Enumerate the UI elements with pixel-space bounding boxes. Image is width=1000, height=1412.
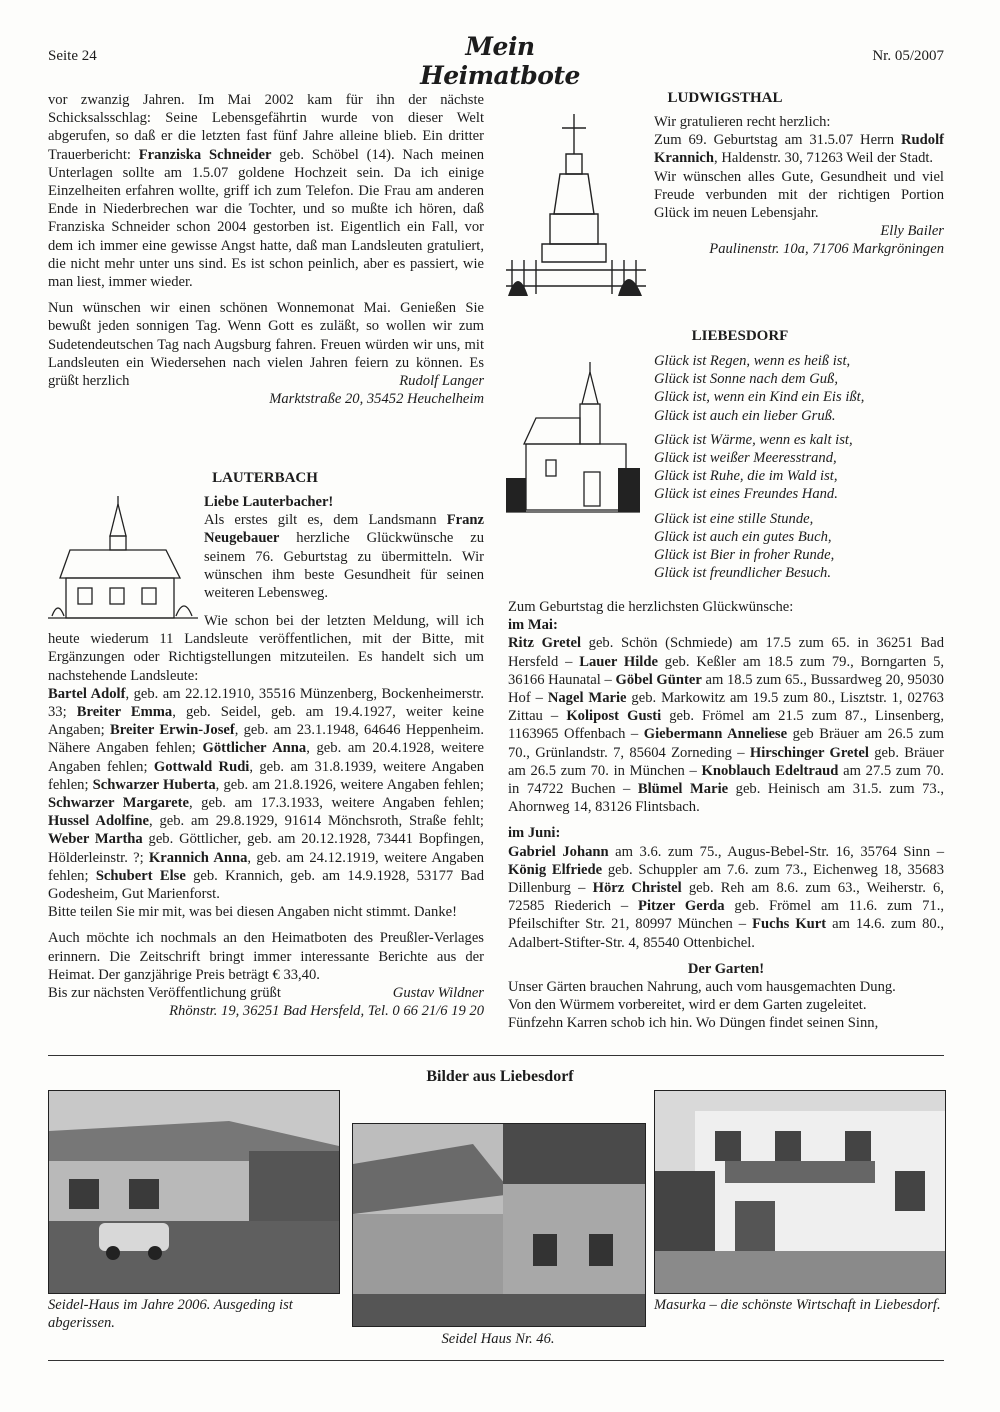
birthdays-may — [508, 634, 944, 816]
poem-stanza: Glück ist eine stille Stunde, Glück ist auch ein gutes Buch, Glück ist Bier in froher Runde, Glück ist freundlicher Besuch. — [654, 510, 835, 582]
closing-paragraph: Nun wünschen wir einen schönen Wonnemonat Mai. Genießen Sie bewußt jeden sonnigen Tag. Wenn Gott es zuläßt, so wollen wir zum Sudetendeutschen Tag nach Augsburg fahren. Freuen würden wir uns, mit Landsleuten ein Wiedersehen nach vielen Jahren feiern zu können. Es grüßt herzlich Rudolf Langer — [48, 300, 484, 390]
person-details: geb. Schön (Schmiede) am 17.5 zum 65. in 36251 Bad Hersfeld – — [508, 635, 944, 670]
person-details: geb. Bräuer am 26.5 zum 70. in München – — [508, 744, 944, 779]
issue-number: Nr. 05/2007 — [872, 48, 944, 64]
person-details: , geb. am 21.8.1926, weitere Angaben fehlen; — [215, 776, 484, 793]
person-name: Göbel Günter — [615, 671, 702, 688]
person-name: König Elfriede — [508, 861, 603, 878]
wayside-cross-illustration — [506, 110, 646, 300]
ludwigsthal-heading: LUDWIGSTHAL — [667, 90, 783, 106]
person-details: geb. Reh am 8.6. zum 63., Weiherstr. 6, 72585 Riederich – — [508, 880, 945, 915]
birthdays-june — [508, 843, 944, 952]
bottom-rule — [48, 1360, 944, 1361]
person-name: Breiter Emma — [76, 704, 173, 721]
person-name: Hussel Adolfine — [48, 813, 149, 830]
person-name: Kolipost Gusti — [566, 708, 662, 725]
person-details: am 3.6. zum 75., Augus-Bebel-Str. 16, 35764 Sinn – — [608, 843, 944, 860]
person-name: Bartel Adolf — [48, 685, 126, 702]
person-details: , geb. am 31.8.1939, weitere Angaben fehlen; — [48, 758, 485, 793]
person-details: geb. Frömel am 11.6. zum 71., Pfeilschifter Str. 21, 80997 München – — [508, 898, 944, 933]
person-details: geb Bräuer am 26.5 zum 70., Grünlandstr. 7, 85604 Zorneding – — [508, 726, 944, 761]
masthead-logo: Mein Heimatbote — [420, 32, 580, 90]
wildner-address: Rhönstr. 19, 36251 Bad Hersfeld, Tel. 0 66 21/6 19 20 — [169, 1003, 484, 1020]
person-details: , geb. am 17.3.1933, weitere Angaben fehlen; — [188, 795, 484, 812]
person-details: , geb. am 20.4.1928, weitere Angaben fehlen; — [48, 740, 484, 775]
lauterbach-member-list — [48, 685, 484, 903]
intro-paragraph: vor zwanzig Jahren. Im Mai 2002 kam für ihn der nächste Schicksalsschlag: Seine Lebensgefährtin wurde von dieser Welt abgerufen, so daß er die letzten fast fünf Jahre alleine blieb. Ein dritter Trauerbericht: Franziska Schneider geb. Schöbel (14). Nach meinen Unterlagen sollte am 1.5.07 goldene Hochzeit sein. Da ich einige Einzelheiten erfahren wollte, griff ich zum Telefon. Die Frau am anderen Ende in Niederbrechen war die Tochter, und so mußte ich hören, daß Franziska Schneider schon 2004 gestorben ist. Eigentlich ein Fall, vor dem ich immer eine gewisse Angst hatte, daß man Landsleuten gratuliert, die nicht mehr unter uns sind. Es ist schon peinlich, aber es passiert, wie man liest, immer wieder. — [48, 92, 484, 291]
person-details: am 27.5 zum 70. in 74722 Buchen – — [508, 762, 944, 798]
person-details: am 18.5 zum 65., Bussardweg 20, 95030 Hof – — [508, 671, 944, 707]
person-name: Gottwald Rudi — [153, 758, 250, 775]
person-name: Krannich Anna — [148, 849, 248, 866]
person-details: geb. Frömel am 21.5 zum 87., Linsenberg, 1163965 Offenbach – — [508, 708, 945, 743]
person-name: Weber Martha — [48, 831, 143, 848]
poem-stanza: Glück ist Wärme, wenn es kalt ist, Glück ist weißer Meeresstrand, Glück ist Ruhe, die im Wald ist, Glück ist eines Freundes Hand. — [654, 431, 853, 503]
person-name: Hörz Christel — [592, 880, 682, 897]
liebesdorf-birthdays: Zum Geburtstag die herzlichsten Glückwünsche: im Mai: Ritz Gretel geb. Schön (Schmiede) am 17.5 zum 65. in 36251 Bad Hersfeld – Lauer Hilde geb. Keßler am 18.5 zum 79., Borngarten 5, 36166 Haunatal – Göbel Günter am 18.5 zum 65., Bussardweg 20, 95030 Hof – Nagel Marie geb. Markowitz am 19.5 zum 80., Lisztstr. 1, 02763 Zittau – Kolipost Gusti geb. Frömel am 21.5 zum 87., Linsenberg, 1163965 Offenbach – Giebermann Anneliese geb Bräuer am 26.5 zum 70., Grünlandstr. 7, 85604 Zorneding – Hirschinger Gretel geb. Bräuer am 26.5 zum 70. in München – Knoblauch Edeltraud am 27.5 zum 70. in 74722 Buchen – Blümel Marie geb. Heinisch am 31.5. zum 73., Ahornweg 14, 83126 Flintsbach. im Juni: Gabriel Johann am 3.6. zum 75., Augus-Bebel-Str. 16, 35764 Sinn – König Elfriede geb. Schuppler am 7.6. zum 73., Eichenweg 18, 35683 Dillenburg – Hörz Christel geb. Reh am 8.6. zum 63., Weiherstr. 6, 72585 Riederich – Pitzer Gerda geb. Frömel am 11.6. zum 71., Pfeilschifter Str. 21, 80997 München – Fuchs Kurt am 14.6. zum 80., Adalbert-Stifter-Str. 4, 85540 Ottenbichel. Der Garten! Unser Gärten brauchen Nahrung, auch vom hausgemachten Dung. Von den Würmem vorbereitet, wird er dem Garten zugeleitet. Fünfzehn Karren schob ich hin. Wo Düngen findet seinen Sinn, — [508, 599, 945, 1032]
person-details: geb. Heinisch am 31.5. zum 73., Ahornweg 14, 83126 Flintsbach. — [508, 781, 944, 816]
liebesdorf-poem — [654, 352, 944, 582]
person-details: geb. Markowitz am 19.5 zum 80., Lisztstr. 1, 02763 Zittau – — [508, 690, 944, 725]
person-details: geb. Schuppler am 7.6. zum 73., Eichenweg 18, 35683 Dillenburg – — [508, 861, 944, 897]
person-name: Knoblauch Edeltraud — [701, 762, 839, 779]
caption-3: Masurka – die schönste Wirtschaft in Liebesdorf. — [654, 1297, 941, 1313]
person-name: Blümel Marie — [637, 781, 729, 798]
section-divider — [48, 1055, 944, 1056]
person-name: Göttlicher Anna — [202, 740, 307, 757]
person-name: Gabriel Johann — [508, 843, 609, 860]
person-details: , geb. am 22.12.1910, 35516 Münzenberg, Bockenheimerstr. 33; — [48, 685, 484, 721]
person-name: Ritz Gretel — [508, 635, 582, 652]
left-column — [48, 91, 484, 408]
signature-address: Marktstraße 20, 35452 Heuchelheim — [269, 391, 484, 408]
poem-stanza: Glück ist Regen, wenn es heiß ist, Glück ist Sonne nach dem Guß, Glück ist, wenn ein Kind ein Eis ißt, Glück ist auch ein lieber Gruß. — [654, 353, 865, 424]
person-details: , geb. am 29.8.1929, 91614 Mönchsroth, Straße fehlt; — [148, 813, 484, 830]
person-name: Schubert Else — [95, 867, 186, 884]
page-number: Seite 24 — [48, 48, 97, 64]
person-name: Hirschinger Gretel — [749, 744, 869, 761]
person-details: geb. Krannich, geb. am 14.9.1928, 53177 Bad Godesheim, Gut Marienforst. — [48, 867, 484, 903]
person-name: Pitzer Gerda — [638, 898, 725, 915]
liebesdorf-heading: LIEBESDORF — [691, 328, 789, 344]
caption-2: Seidel Haus Nr. 46. — [441, 1331, 555, 1347]
photo-seidel-house-2006 — [48, 1090, 340, 1294]
church-illustration — [506, 360, 640, 520]
person-details: , geb. am 23.1.1948, 64646 Heppenheim. Nähere Angaben fehlen; — [48, 722, 484, 757]
lauterbach-chapel-illustration — [48, 496, 198, 624]
person-name: Giebermann Anneliese — [643, 726, 788, 743]
photo-seidel-house-46 — [352, 1123, 646, 1327]
lauterbach-heading: LAUTERBACH — [212, 470, 318, 486]
person-details: geb. Keßler am 18.5 zum 79., Borngarten 5, 36166 Haunatal – — [508, 653, 945, 688]
person-name: Breiter Erwin-Josef — [110, 722, 235, 739]
lauterbach-intro: Liebe Lauterbacher! Als erstes gilt es, dem Landsmann Franz Neugebauer herzliche Glückwünsche zu seinem 76. Geburtstag zu übermitteln. Wir wünschen ihm beste Gesundheit für seinen weiteren Lebensweg. — [204, 494, 484, 602]
person-details: , geb. Seidel, geb. am 19.4.1927, weiter keine Angaben; — [48, 704, 485, 739]
garden-heading: Der Garten! — [687, 960, 765, 977]
person-name: Lauer Hilde — [579, 653, 658, 670]
pictures-heading: Bilder aus Liebesdorf — [426, 1068, 574, 1085]
ludwigsthal-body: Wir gratulieren recht herzlich: Zum 69. Geburtstag am 31.5.07 Herrn Rudolf Krannich, Haldenstr. 30, 71263 Weil der Stadt. Wir wünschen alles Gute, Gesundheit und viel Freude verbunden mit der richtigen Portion Glück im neuen Lebensjahr. Elly Bailer Paulinenstr. 10a, 71706 Markgröningen — [654, 114, 944, 258]
person-name: Fuchs Kurt — [752, 916, 827, 933]
person-name: Schwarzer Huberta — [92, 776, 216, 793]
caption-1: Seidel-Haus im Jahre 2006. Ausgeding ist abgerissen. — [48, 1297, 293, 1331]
person-name: Schwarzer Margarete — [48, 795, 189, 812]
lauterbach-body: Wie schon bei der letzten Meldung, will ich heute wiederum 11 Landsleute veröffentlichen, mit der Bitte, mit Ergänzungen oder Richtigstellungen mitzuteilen. Es handelt sich um nachstehende Landsleute: Bartel Adolf, geb. am 22.12.1910, 35516 Münzenberg, Bockenheimerstr. 33; Breiter Emma, geb. Seidel, geb. am 19.4.1927, weiter keine Angaben; Breiter Erwin-Josef, geb. am 23.1.1948, 64646 Heppenheim. Nähere Angaben fehlen; Göttlicher Anna, geb. am 20.4.1928, weitere Angaben fehlen; Gottwald Rudi, geb. am 31.8.1939, weitere Angaben fehlen; Schwarzer Huberta, geb. am 21.8.1926, weitere Angaben fehlen; Schwarzer Margarete, geb. am 17.3.1933, weitere Angaben fehlen; Hussel Adolfine, geb. am 29.8.1929, 91614 Mönchsroth, Straße fehlt; Weber Martha geb. Göttlicher, geb. am 20.12.1928, 73441 Bopfingen, Hölderleinstr. ?; Krannich Anna, geb. am 24.12.1919, weitere Angaben fehlen; Schubert Else geb. Krannich, geb. am 14.9.1928, 53177 Bad Godesheim, Gut Marienforst. Bitte teilen Sie mir mit, was bei diesen Angaben nicht stimmt. Danke! Auch möchte ich nochmals an den Heimatboten des Preußler-Verlages erinnern. Die Zeitschrift bringt immer interessante Berichte aus der Heimat. Der ganzjährige Preis beträgt € 33,40. Bis zur nächsten Veröffentlichung grüßt Gustav Wildner Rhönstr. 19, 36251 Bad Hersfeld, Tel. 0 66 21/6 19 20 — [48, 613, 485, 1020]
person-name: Nagel Marie — [547, 690, 627, 707]
person-details: am 14.6. zum 80., Adalbert-Stifter-Str. 4, 85540 Ottenbichel. — [508, 916, 944, 951]
person-details: , geb. am 24.12.1919, weitere Angaben fehlen; — [48, 849, 485, 884]
person-details: geb. Göttlicher, geb. am 20.12.1928, 73441 Bopfingen, Hölderleinstr. ?; — [48, 831, 484, 866]
lauterbach-greeting: Liebe Lauterbacher! — [204, 494, 334, 510]
photo-masurka — [654, 1090, 946, 1294]
